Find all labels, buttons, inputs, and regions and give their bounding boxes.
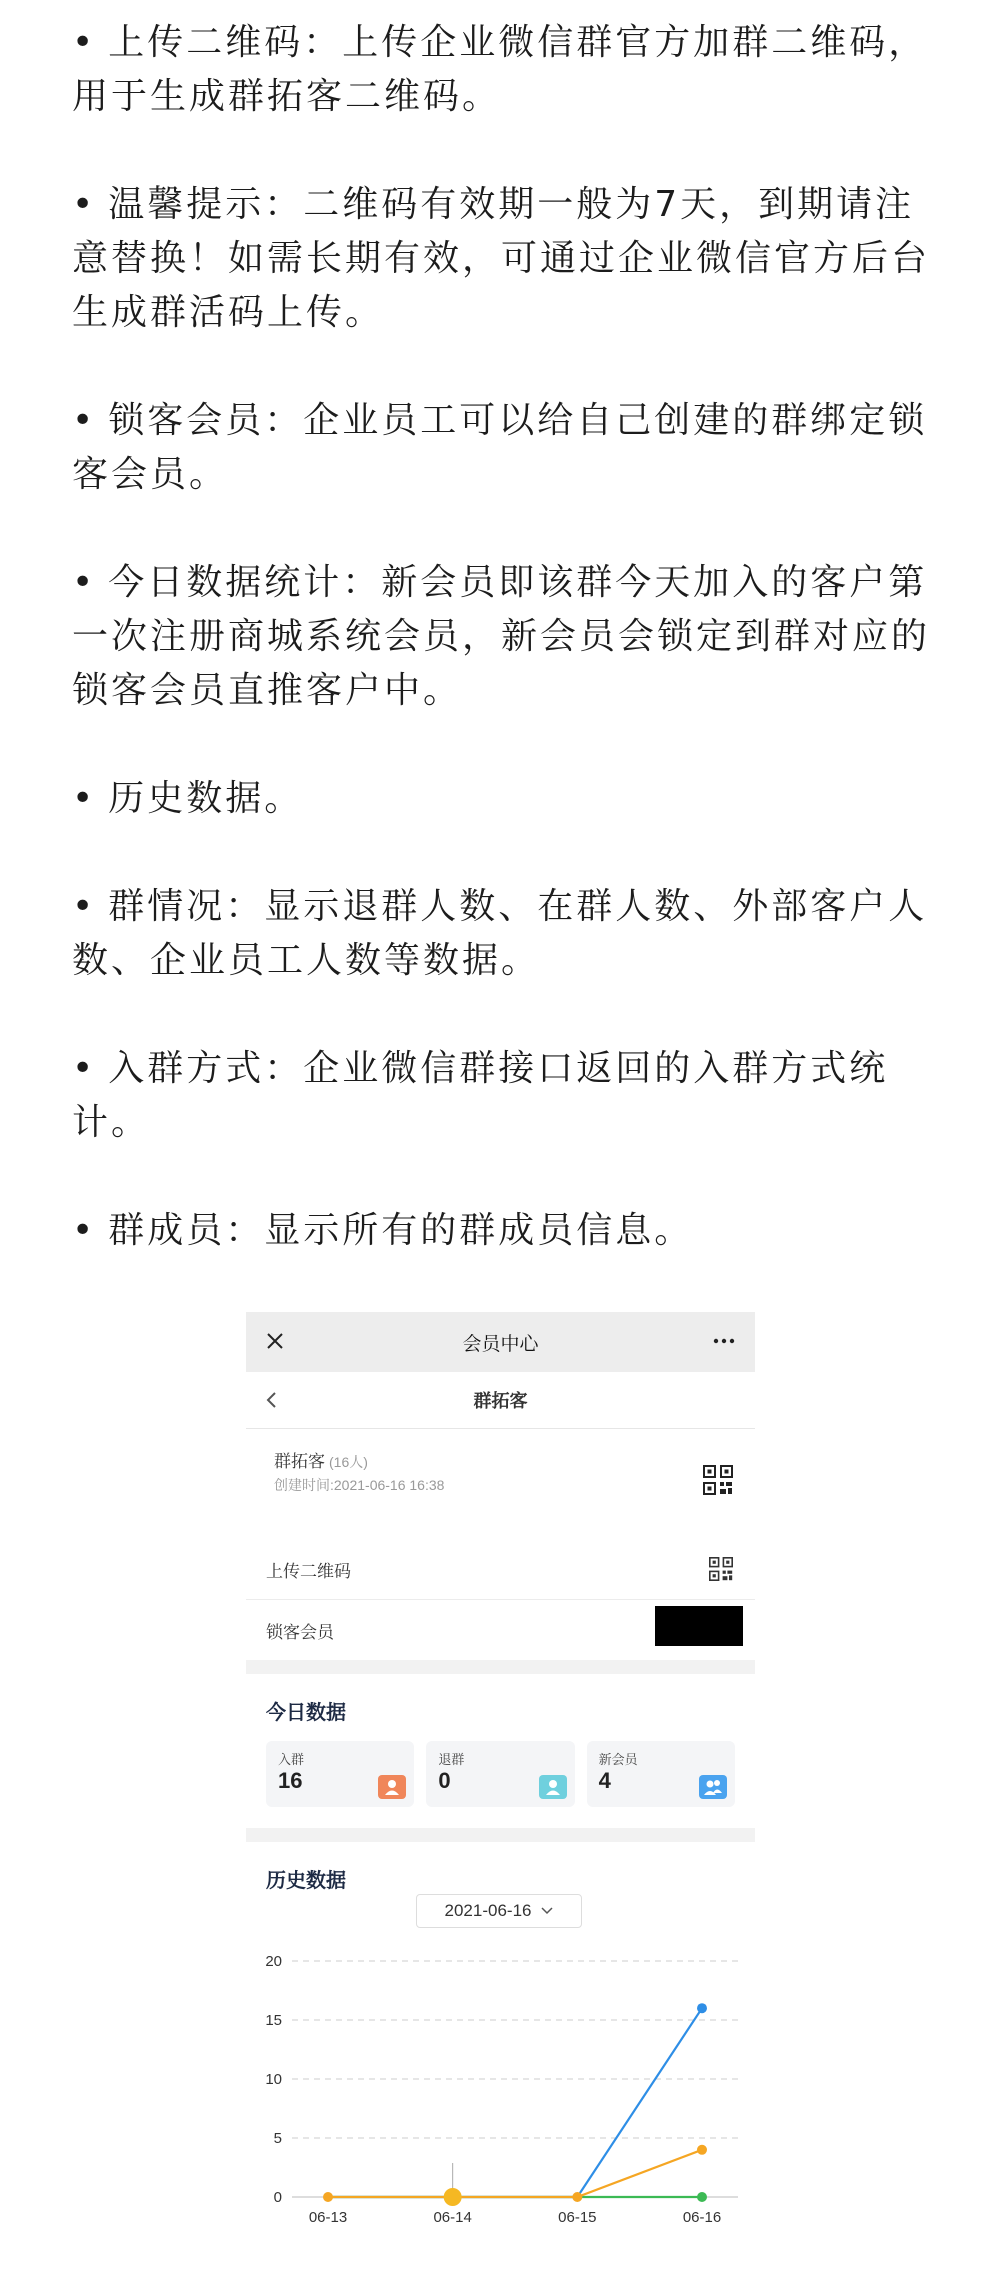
y-tick-label: 0 — [273, 2189, 282, 2206]
bullet-upload-qr: • 上传二维码：上传企业微信群官方加群二维码，用于生成群拓客二维码。 — [72, 22, 928, 117]
upload-qr-label: 上传二维码 — [266, 1561, 351, 1581]
qr-code-icon[interactable] — [709, 1557, 733, 1581]
y-tick-label: 5 — [273, 2130, 282, 2147]
series-line — [328, 2150, 702, 2197]
bullet-history: • 历史数据。 — [72, 778, 304, 819]
bullet-group-members: • 群成员：显示所有的群成员信息。 — [72, 1210, 694, 1251]
app-screenshot — [246, 1312, 755, 2288]
data-point — [572, 2192, 582, 2202]
page-header — [246, 1372, 755, 1429]
group-name: 群拓客 — [274, 1452, 325, 1471]
window-title: 会员中心 — [462, 1333, 539, 1355]
series-line — [328, 2008, 702, 2197]
x-tick-label: 06-16 — [682, 2209, 722, 2226]
y-tick-label: 20 — [265, 1953, 282, 1970]
back-icon[interactable] — [258, 1386, 286, 1414]
lock-member-label: 锁客会员 — [266, 1622, 334, 1642]
data-point — [697, 2192, 707, 2202]
article — [72, 16, 932, 1312]
x-tick-label: 06-13 — [308, 2209, 348, 2226]
today-stats — [246, 1725, 755, 1819]
history-title: 历史数据 — [266, 1870, 346, 1892]
page-title: 群拓客 — [473, 1391, 528, 1411]
upload-qr-row[interactable] — [246, 1539, 755, 1599]
user-leave-icon — [539, 1775, 567, 1799]
stat-joined: 入群 16 — [266, 1741, 414, 1807]
history-section — [246, 1842, 755, 2288]
more-icon[interactable] — [707, 1326, 741, 1356]
user-icon — [378, 1775, 406, 1799]
x-tick-label: 06-15 — [558, 2209, 597, 2226]
stat-left: 退群 0 — [426, 1741, 574, 1807]
today-data-title: 今日数据 — [266, 1702, 346, 1724]
stat-new-member: 新会员 4 — [587, 1741, 735, 1807]
bullet-today-stats: • 今日数据统计：新会员即该群今天加入的客户第一次注册商城系统会员，新会员会锁定到群对应的锁客会员直推客户中。 — [72, 562, 931, 711]
group-count: (16人) — [329, 1454, 368, 1470]
close-icon[interactable] — [260, 1326, 290, 1356]
x-tick-label: 06-14 — [433, 2209, 472, 2226]
y-tick-label: 10 — [265, 2071, 282, 2088]
data-point — [323, 2192, 333, 2202]
history-chart — [246, 1842, 755, 2288]
window-topbar — [246, 1312, 755, 1372]
users-icon — [699, 1775, 727, 1799]
active-point — [444, 2188, 462, 2206]
qr-code-icon[interactable] — [703, 1465, 733, 1495]
y-tick-label: 15 — [265, 2012, 282, 2029]
data-point — [697, 2145, 707, 2155]
date-select-value: 2021-06-16 — [444, 1901, 532, 1920]
group-info-card — [246, 1429, 755, 1539]
bullet-group-status: • 群情况：显示退群人数、在群人数、外部客户人数、企业员工人数等数据。 — [72, 886, 928, 981]
bullet-join-method: • 入群方式：企业微信群接口返回的入群方式统计。 — [72, 1048, 889, 1143]
redacted-box — [655, 1606, 743, 1646]
bullet-lock-member: • 锁客会员：企业员工可以给自己创建的群绑定锁客会员。 — [72, 400, 928, 495]
data-point — [697, 2003, 707, 2013]
bullet-tip: • 温馨提示：二维码有效期一般为7天，到期请注意替换！如需长期有效，可通过企业微信官方后台生成群活码上传。 — [72, 184, 931, 333]
group-created-time: 创建时间:2021-06-16 16:38 — [274, 1477, 445, 1493]
lock-member-row[interactable] — [246, 1599, 755, 1660]
today-data-section — [246, 1674, 755, 1828]
